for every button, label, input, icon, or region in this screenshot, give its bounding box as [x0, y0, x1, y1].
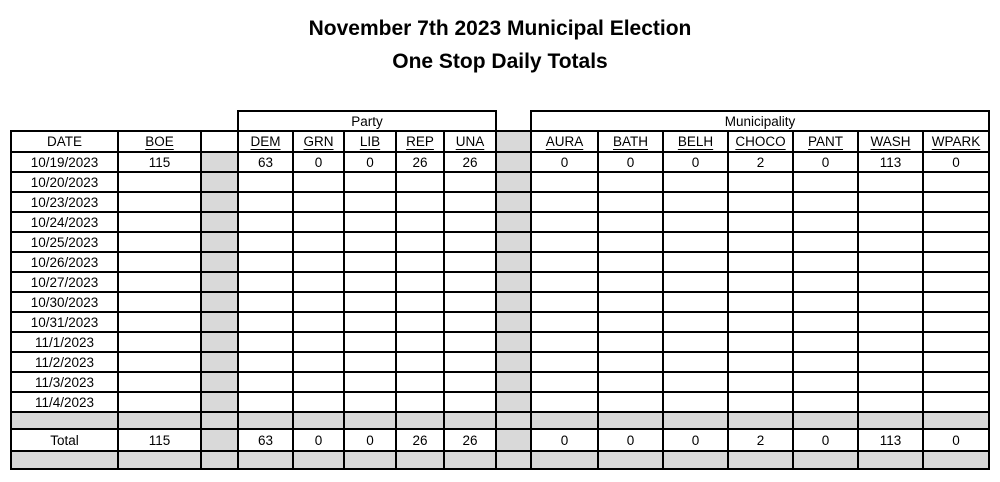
party-value-cell — [344, 312, 396, 332]
municipality-value-cell — [598, 312, 663, 332]
party-value-cell — [344, 352, 396, 372]
municipality-value-cell — [531, 312, 598, 332]
party-value-cell — [293, 192, 344, 212]
spacer-cell — [396, 412, 444, 429]
party-value-cell — [293, 352, 344, 372]
spacer-cell — [496, 372, 531, 392]
party-value-cell — [444, 172, 496, 192]
municipality-value-cell — [793, 292, 858, 312]
spacer-cell — [201, 192, 238, 212]
municipality-value-cell — [793, 252, 858, 272]
party-value-cell — [444, 392, 496, 412]
municipality-value-cell — [598, 172, 663, 192]
municipality-value-cell — [663, 232, 728, 252]
party-value-cell: 63 — [238, 152, 293, 172]
date-column-header: DATE — [11, 131, 118, 152]
date-cell: 11/2/2023 — [11, 352, 118, 372]
party-total-cell: 0 — [344, 429, 396, 451]
municipality-value-cell — [923, 332, 989, 352]
spacer-cell — [496, 312, 531, 332]
party-value-cell — [293, 252, 344, 272]
party-value-cell — [344, 292, 396, 312]
municipality-value-cell — [531, 332, 598, 352]
boe-value-cell — [118, 292, 201, 312]
spacer-cell — [496, 232, 531, 252]
municipality-value-cell — [858, 212, 923, 232]
spacer-cell — [201, 131, 238, 152]
municipality-value-cell — [598, 392, 663, 412]
municipality-value-cell — [858, 252, 923, 272]
spacer-cell — [663, 412, 728, 429]
municipality-value-cell — [531, 352, 598, 372]
municipality-value-cell — [598, 232, 663, 252]
one-stop-daily-totals-table — [10, 110, 990, 470]
report-title — [0, 0, 1000, 78]
party-column-header-rep: REP — [396, 131, 444, 152]
party-value-cell — [396, 212, 444, 232]
municipality-value-cell — [531, 192, 598, 212]
party-value-cell — [396, 312, 444, 332]
party-total-cell: 26 — [396, 429, 444, 451]
party-value-cell — [293, 392, 344, 412]
total-label-cell: Total — [11, 429, 118, 451]
municipality-value-cell — [793, 372, 858, 392]
party-value-cell — [344, 272, 396, 292]
party-value-cell — [396, 372, 444, 392]
municipality-value-cell — [923, 272, 989, 292]
party-value-cell — [344, 232, 396, 252]
municipality-value-cell — [531, 232, 598, 252]
municipality-column-header-pant: PANT — [793, 131, 858, 152]
party-value-cell — [293, 212, 344, 232]
boe-value-cell — [118, 332, 201, 352]
party-value-cell — [293, 372, 344, 392]
spacer-cell — [531, 451, 598, 469]
municipality-total-cell: 0 — [663, 429, 728, 451]
municipality-value-cell — [793, 332, 858, 352]
municipality-value-cell — [663, 392, 728, 412]
party-value-cell — [344, 192, 396, 212]
municipality-value-cell — [858, 292, 923, 312]
daily-row — [11, 292, 989, 312]
municipality-value-cell — [728, 352, 793, 372]
party-value-cell — [396, 232, 444, 252]
date-cell: 10/31/2023 — [11, 312, 118, 332]
municipality-total-cell: 0 — [793, 429, 858, 451]
spacer-cell — [201, 292, 238, 312]
spacer-cell — [728, 412, 793, 429]
party-value-cell — [396, 392, 444, 412]
spacer-cell — [496, 332, 531, 352]
municipality-value-cell — [663, 332, 728, 352]
party-total-cell: 26 — [444, 429, 496, 451]
municipality-column-header-choco: CHOCO — [728, 131, 793, 152]
party-value-cell — [344, 332, 396, 352]
municipality-value-cell — [663, 172, 728, 192]
spacer-cell — [201, 252, 238, 272]
party-group-header: Party — [238, 111, 496, 131]
spacer-cell — [496, 429, 531, 451]
party-value-cell — [238, 192, 293, 212]
municipality-value-cell — [598, 252, 663, 272]
separator-row — [11, 451, 989, 469]
spacer-cell — [496, 152, 531, 172]
daily-row — [11, 312, 989, 332]
party-value-cell — [238, 212, 293, 232]
party-value-cell — [444, 192, 496, 212]
spacer-cell — [496, 192, 531, 212]
municipality-value-cell — [923, 232, 989, 252]
municipality-column-header-wpark: WPARK — [923, 131, 989, 152]
municipality-value-cell — [923, 192, 989, 212]
municipality-value-cell — [858, 372, 923, 392]
municipality-value-cell — [923, 172, 989, 192]
municipality-value-cell — [858, 352, 923, 372]
party-value-cell — [444, 272, 496, 292]
spacer-cell — [496, 172, 531, 192]
party-value-cell — [344, 392, 396, 412]
party-value-cell — [293, 172, 344, 192]
party-value-cell — [396, 332, 444, 352]
spacer-cell — [444, 451, 496, 469]
boe-value-cell: 115 — [118, 152, 201, 172]
spacer-cell — [293, 451, 344, 469]
party-value-cell — [293, 332, 344, 352]
municipality-total-cell: 2 — [728, 429, 793, 451]
date-cell: 11/1/2023 — [11, 332, 118, 352]
date-cell: 10/26/2023 — [11, 252, 118, 272]
municipality-value-cell — [858, 392, 923, 412]
municipality-value-cell — [923, 352, 989, 372]
date-cell: 11/3/2023 — [11, 372, 118, 392]
municipality-total-cell: 113 — [858, 429, 923, 451]
spacer-cell — [293, 412, 344, 429]
party-value-cell: 0 — [344, 152, 396, 172]
municipality-value-cell — [923, 212, 989, 232]
report-title-line1: November 7th 2023 Municipal Election — [308, 17, 692, 40]
column-header-row — [11, 131, 989, 152]
spacer-cell — [201, 392, 238, 412]
municipality-value-cell — [728, 292, 793, 312]
spacer-cell — [496, 451, 531, 469]
municipality-value-cell — [793, 192, 858, 212]
party-value-cell — [344, 212, 396, 232]
daily-row — [11, 232, 989, 252]
spacer-cell — [396, 451, 444, 469]
party-total-cell: 0 — [293, 429, 344, 451]
daily-row — [11, 272, 989, 292]
municipality-value-cell — [923, 312, 989, 332]
party-value-cell — [444, 232, 496, 252]
party-value-cell — [238, 292, 293, 312]
spacer-cell — [201, 429, 238, 451]
party-column-header-dem: DEM — [238, 131, 293, 152]
boe-value-cell — [118, 392, 201, 412]
spacer-cell — [118, 451, 201, 469]
daily-totals-body — [11, 152, 989, 469]
municipality-total-cell: 0 — [598, 429, 663, 451]
daily-row — [11, 352, 989, 372]
spacer-cell — [793, 412, 858, 429]
date-cell: 11/4/2023 — [11, 392, 118, 412]
municipality-value-cell — [858, 192, 923, 212]
municipality-value-cell — [531, 272, 598, 292]
spacer-cell — [598, 451, 663, 469]
date-cell: 10/24/2023 — [11, 212, 118, 232]
party-value-cell — [293, 312, 344, 332]
municipality-value-cell — [858, 172, 923, 192]
party-total-cell: 63 — [238, 429, 293, 451]
municipality-value-cell — [663, 292, 728, 312]
spacer-cell — [118, 412, 201, 429]
municipality-column-header-bath: BATH — [598, 131, 663, 152]
municipality-value-cell — [598, 352, 663, 372]
municipality-value-cell — [663, 192, 728, 212]
municipality-value-cell — [728, 332, 793, 352]
municipality-value-cell — [793, 272, 858, 292]
party-value-cell — [444, 352, 496, 372]
municipality-value-cell: 0 — [923, 152, 989, 172]
party-value-cell — [238, 392, 293, 412]
party-value-cell — [396, 272, 444, 292]
spacer-cell — [496, 352, 531, 372]
municipality-value-cell — [728, 252, 793, 272]
boe-value-cell — [118, 212, 201, 232]
spacer-cell — [923, 451, 989, 469]
spacer-cell — [201, 212, 238, 232]
spacer-cell — [496, 212, 531, 232]
party-value-cell: 0 — [293, 152, 344, 172]
municipality-value-cell — [858, 312, 923, 332]
party-value-cell — [238, 372, 293, 392]
municipality-value-cell — [598, 292, 663, 312]
municipality-value-cell: 0 — [531, 152, 598, 172]
municipality-value-cell — [598, 332, 663, 352]
party-value-cell — [444, 332, 496, 352]
municipality-value-cell — [663, 212, 728, 232]
party-value-cell — [238, 272, 293, 292]
party-value-cell — [238, 232, 293, 252]
boe-total-cell: 115 — [118, 429, 201, 451]
group-header-row — [11, 111, 989, 131]
spacer-cell — [201, 172, 238, 192]
party-value-cell — [293, 232, 344, 252]
date-cell: 10/19/2023 — [11, 152, 118, 172]
spacer-cell — [923, 412, 989, 429]
date-cell: 10/27/2023 — [11, 272, 118, 292]
spacer-cell — [238, 451, 293, 469]
daily-row — [11, 172, 989, 192]
party-value-cell: 26 — [444, 152, 496, 172]
party-value-cell — [293, 272, 344, 292]
municipality-value-cell — [531, 292, 598, 312]
report-title-line2: One Stop Daily Totals — [392, 50, 608, 73]
date-cell: 10/30/2023 — [11, 292, 118, 312]
municipality-value-cell — [728, 192, 793, 212]
municipality-value-cell — [728, 372, 793, 392]
daily-row — [11, 372, 989, 392]
municipality-value-cell — [531, 212, 598, 232]
spacer-cell — [344, 451, 396, 469]
spacer-cell — [496, 252, 531, 272]
spacer-cell — [728, 451, 793, 469]
spacer-cell — [201, 352, 238, 372]
boe-value-cell — [118, 312, 201, 332]
municipality-column-header-aura: AURA — [531, 131, 598, 152]
spacer-cell — [858, 412, 923, 429]
municipality-value-cell: 0 — [663, 152, 728, 172]
municipality-value-cell — [728, 392, 793, 412]
municipality-value-cell — [793, 232, 858, 252]
party-value-cell — [444, 252, 496, 272]
spacer-cell — [663, 451, 728, 469]
municipality-value-cell — [531, 372, 598, 392]
separator-row — [11, 412, 989, 429]
daily-row — [11, 252, 989, 272]
spacer-cell — [496, 392, 531, 412]
spacer-cell — [238, 412, 293, 429]
municipality-value-cell — [663, 372, 728, 392]
municipality-value-cell — [728, 232, 793, 252]
party-value-cell — [238, 172, 293, 192]
municipality-group-header: Municipality — [531, 111, 989, 131]
municipality-value-cell — [663, 272, 728, 292]
spacer-cell — [201, 451, 238, 469]
spacer-cell — [496, 412, 531, 429]
municipality-value-cell — [858, 232, 923, 252]
party-value-cell — [293, 292, 344, 312]
municipality-value-cell — [793, 312, 858, 332]
spacer-cell — [344, 412, 396, 429]
municipality-value-cell — [858, 272, 923, 292]
municipality-value-cell — [531, 392, 598, 412]
spacer-cell — [793, 451, 858, 469]
boe-value-cell — [118, 192, 201, 212]
boe-value-cell — [118, 252, 201, 272]
party-value-cell — [444, 212, 496, 232]
spacer-cell — [201, 332, 238, 352]
municipality-total-cell: 0 — [923, 429, 989, 451]
daily-row — [11, 212, 989, 232]
municipality-value-cell — [598, 372, 663, 392]
spacer-cell — [444, 412, 496, 429]
municipality-column-header-belh: BELH — [663, 131, 728, 152]
municipality-value-cell — [793, 392, 858, 412]
party-value-cell — [344, 372, 396, 392]
municipality-value-cell: 0 — [793, 152, 858, 172]
party-value-cell: 26 — [396, 152, 444, 172]
municipality-value-cell — [531, 172, 598, 192]
municipality-value-cell: 0 — [598, 152, 663, 172]
spacer-cell — [201, 152, 238, 172]
group-header-gap — [496, 111, 531, 131]
municipality-value-cell — [923, 392, 989, 412]
municipality-value-cell — [663, 252, 728, 272]
party-value-cell — [444, 312, 496, 332]
party-value-cell — [396, 352, 444, 372]
spacer-cell — [496, 272, 531, 292]
municipality-value-cell — [598, 192, 663, 212]
boe-value-cell — [118, 352, 201, 372]
party-value-cell — [396, 192, 444, 212]
party-value-cell — [238, 352, 293, 372]
date-cell: 10/25/2023 — [11, 232, 118, 252]
party-value-cell — [396, 172, 444, 192]
municipality-value-cell — [728, 272, 793, 292]
spacer-cell — [496, 292, 531, 312]
daily-row — [11, 192, 989, 212]
party-column-header-lib: LIB — [344, 131, 396, 152]
municipality-value-cell — [598, 212, 663, 232]
spacer-cell — [11, 412, 118, 429]
boe-value-cell — [118, 172, 201, 192]
party-value-cell — [444, 372, 496, 392]
municipality-value-cell — [858, 332, 923, 352]
boe-value-cell — [118, 232, 201, 252]
daily-row — [11, 152, 989, 172]
party-value-cell — [396, 252, 444, 272]
party-value-cell — [238, 332, 293, 352]
municipality-value-cell — [793, 212, 858, 232]
municipality-total-cell: 0 — [531, 429, 598, 451]
boe-column-header: BOE — [118, 131, 201, 152]
municipality-value-cell — [923, 252, 989, 272]
group-header-empty-left — [11, 111, 238, 131]
spacer-cell — [598, 412, 663, 429]
daily-row — [11, 392, 989, 412]
spacer-cell — [201, 412, 238, 429]
date-cell: 10/20/2023 — [11, 172, 118, 192]
municipality-value-cell: 2 — [728, 152, 793, 172]
spacer-cell — [201, 372, 238, 392]
total-row — [11, 429, 989, 451]
spacer-cell — [11, 451, 118, 469]
daily-row — [11, 332, 989, 352]
municipality-value-cell — [663, 352, 728, 372]
municipality-value-cell — [793, 352, 858, 372]
municipality-value-cell — [923, 292, 989, 312]
party-value-cell — [238, 252, 293, 272]
party-value-cell — [444, 292, 496, 312]
municipality-column-header-wash: WASH — [858, 131, 923, 152]
municipality-value-cell — [531, 252, 598, 272]
municipality-value-cell — [923, 372, 989, 392]
municipality-value-cell — [793, 172, 858, 192]
municipality-value-cell: 113 — [858, 152, 923, 172]
boe-value-cell — [118, 272, 201, 292]
party-column-header-grn: GRN — [293, 131, 344, 152]
municipality-value-cell — [598, 272, 663, 292]
spacer-cell — [531, 412, 598, 429]
spacer-cell — [496, 131, 531, 152]
boe-value-cell — [118, 372, 201, 392]
spacer-cell — [858, 451, 923, 469]
municipality-value-cell — [728, 312, 793, 332]
municipality-value-cell — [728, 172, 793, 192]
party-value-cell — [396, 292, 444, 312]
party-value-cell — [238, 312, 293, 332]
spacer-cell — [201, 272, 238, 292]
party-value-cell — [344, 252, 396, 272]
spacer-cell — [201, 232, 238, 252]
party-column-header-una: UNA — [444, 131, 496, 152]
municipality-value-cell — [663, 312, 728, 332]
spacer-cell — [201, 312, 238, 332]
municipality-value-cell — [728, 212, 793, 232]
date-cell: 10/23/2023 — [11, 192, 118, 212]
party-value-cell — [344, 172, 396, 192]
